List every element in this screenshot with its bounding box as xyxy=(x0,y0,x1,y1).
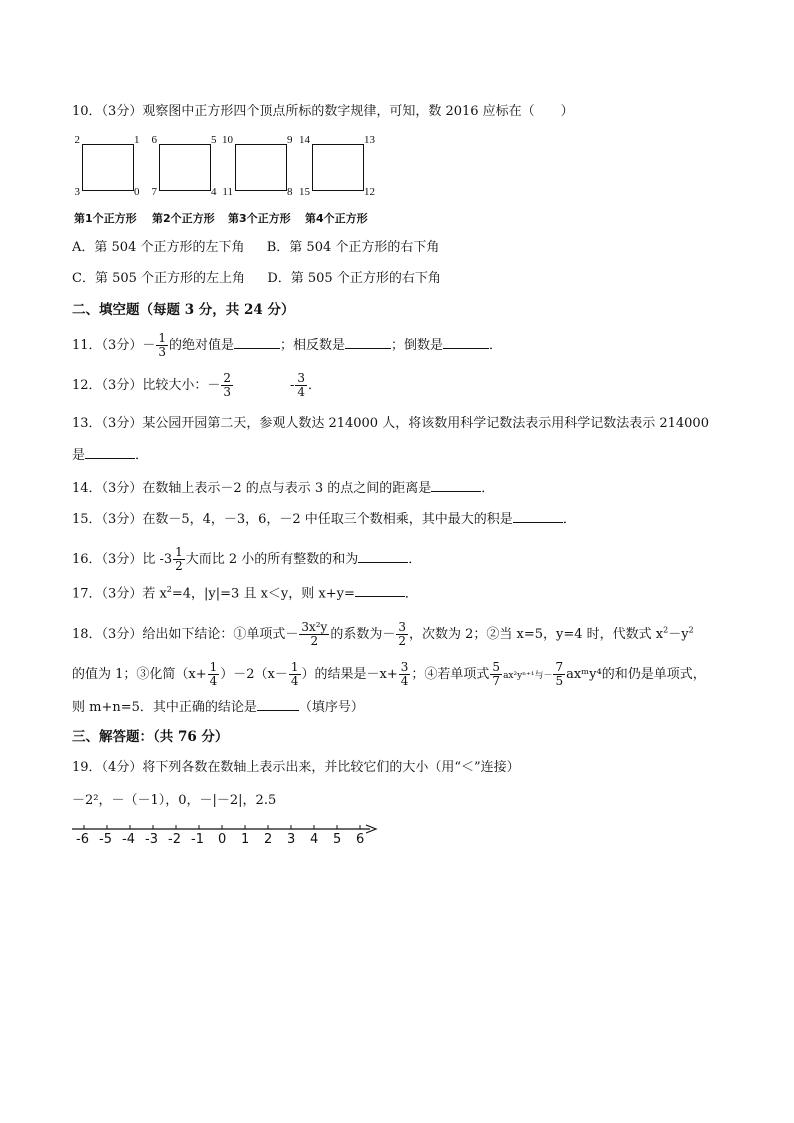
q17-sup: 2 xyxy=(166,585,172,594)
q17-mid: =4，|y|=3 且 x＜y，则 x+y= xyxy=(171,586,355,602)
section-3-title: 三、解答题：（共 76 分） xyxy=(72,729,229,745)
number-line-label: 0 xyxy=(218,832,227,847)
q18-frac1-num: 3x²y xyxy=(301,620,328,634)
q12-frac1-den: 3 xyxy=(223,385,231,399)
number-line-label: -4 xyxy=(122,832,135,847)
square-4-corner-tr: 13 xyxy=(364,134,375,146)
square-2-caption: 第2个正方形 xyxy=(152,212,215,225)
q16-frac-num: 1 xyxy=(175,545,183,559)
number-line-label: 1 xyxy=(241,832,250,847)
q12-frac2-den: 4 xyxy=(297,385,306,399)
square-1-corner-tr: 1 xyxy=(134,134,140,146)
q13-end: ． xyxy=(135,448,149,463)
q12-mid: - xyxy=(289,378,295,393)
q12-prefix: 12．（3分）比较大小：－ xyxy=(72,378,221,393)
q18-l2d: ；④若单项式 xyxy=(411,667,490,682)
q19-numbers: －2²，－（－1），0，－|－2|，2.5 xyxy=(72,793,277,808)
q14-text: 14．（3分）在数轴上表示－2 的点与表示 3 的点之间的距离是 xyxy=(72,481,432,496)
q11-neg: － xyxy=(142,338,156,353)
square-1-corner-br: 0 xyxy=(134,186,140,198)
number-line-label: 3 xyxy=(287,832,296,847)
q18-frac4-num: 1 xyxy=(290,660,299,674)
q19-stem: 19．（4分）将下列各数在数轴上表示出来，并比较它们的大小（用“＜”连接） xyxy=(72,760,520,775)
q18-t3: －y xyxy=(668,627,689,642)
q18-line3-text: 则 m+n=5．其中正确的结论是 xyxy=(72,700,257,715)
q10-option-a[interactable]: A．第 504 个正方形的左下角 xyxy=(72,240,245,255)
square-4-corner-br: 12 xyxy=(364,186,375,198)
number-line-label: -5 xyxy=(99,832,112,847)
square-3-corner-tr: 9 xyxy=(287,134,293,146)
q18-frac3-num: 1 xyxy=(209,660,218,674)
number-line-label: -2 xyxy=(168,832,181,847)
q11-frac-num: 1 xyxy=(158,331,166,345)
q18-frac1-den: 2 xyxy=(310,634,319,648)
square-3-corner-bl: 11 xyxy=(222,186,233,198)
q13-line1: 13．（3分）某公园开园第二天，参观人数达 214000 人，将该数用科学记数法表示用科学记数法表示 214000 xyxy=(72,416,709,431)
square-1-corner-bl: 3 xyxy=(74,186,80,198)
square-3-caption: 第3个正方形 xyxy=(228,212,291,225)
q18-frac2-num: 3 xyxy=(398,620,406,634)
q11-end: ． xyxy=(489,338,503,353)
square-3-corner-br: 8 xyxy=(287,186,293,198)
square-4-caption: 第4个正方形 xyxy=(305,212,368,225)
square-4-corner-tl: 14 xyxy=(299,134,310,146)
q16-prefix: 16．（3分）比 -3 xyxy=(72,552,173,567)
q18-frac6-den: 7 xyxy=(492,674,501,688)
section-2-title: 二、填空题（每题 3 分，共 24 分） xyxy=(72,302,295,318)
square-2-corner-br: 4 xyxy=(211,186,217,198)
q10-stem: 10．（3分）观察图中正方形四个顶点所标的数字规律，可知，数 2016 应标在（ ） xyxy=(72,104,574,119)
square-4-corner-bl: 15 xyxy=(299,186,310,198)
q17-end: ． xyxy=(404,586,418,602)
q12-frac2-num: 3 xyxy=(297,371,306,385)
q18-frac7-num: 7 xyxy=(555,660,564,674)
square-1-caption: 第1个正方形 xyxy=(74,212,137,225)
q10-option-d[interactable]: D．第 505 个正方形的右下角 xyxy=(267,271,441,286)
q18-line1: 18．（3分）给出如下结论：①单项式－ $\frac{\text{3x²y}}{2}$ 的系数为－ $\frac{3}{2}$ ，次数为 2；②当 x=5，y=4 时，代数式 $x^2-y^2$ xyxy=(72,620,694,648)
q12-end: ． xyxy=(308,378,322,393)
q11-t2: ；相反数是 xyxy=(280,338,346,353)
q18-l2f: axᵐy⁴的和仍是单项式， xyxy=(566,667,706,682)
q18-prefix: 18．（3分）给出如下结论：①单项式－ xyxy=(72,627,299,642)
q18-frac7-den: 5 xyxy=(555,674,564,688)
square-1-corner-tl: 2 xyxy=(74,134,80,146)
q17-prefix: 17．（3分）若 x xyxy=(72,586,167,602)
q12-frac1-num: 2 xyxy=(223,371,231,385)
q11-t3: ；倒数是 xyxy=(391,338,444,353)
number-line-label: 2 xyxy=(264,832,273,847)
number-line-label: -6 xyxy=(76,832,89,847)
q18-l2a: 的值为 1；③化简（x+ xyxy=(72,667,207,682)
square-3-corner-tl: 10 xyxy=(222,134,233,146)
square-2-corner-tl: 6 xyxy=(151,134,157,146)
q16-end: ． xyxy=(408,552,422,567)
q14-end: ． xyxy=(481,481,495,496)
number-line-label: -3 xyxy=(145,832,158,847)
square-2-corner-tr: 5 xyxy=(211,134,217,146)
q18-l2b: ）－2（x－ xyxy=(220,667,288,682)
q16-post: 大而比 2 小的所有整数的和为 xyxy=(185,552,359,567)
q18-l2c: ）的结果是－x+ xyxy=(301,667,398,682)
q15-end: ． xyxy=(562,512,576,527)
q11-frac-den: 3 xyxy=(158,345,166,359)
q18-frac5-den: 4 xyxy=(400,674,409,688)
q18-frac5-num: 3 xyxy=(400,660,409,674)
number-line-label: 6 xyxy=(356,832,365,847)
q11-prefix: 11．（3分） xyxy=(72,338,143,353)
q18-frac6-num: 5 xyxy=(492,660,501,674)
q10-option-b[interactable]: B．第 504 个正方形的右下角 xyxy=(266,240,440,255)
q18-t1: 的系数为－ xyxy=(330,627,396,642)
number-line-label: 5 xyxy=(333,832,342,847)
q18-frac4-den: 4 xyxy=(290,674,299,688)
number-line-label: 4 xyxy=(310,832,319,847)
q18-frac2-den: 2 xyxy=(398,634,406,648)
number-line-label: -1 xyxy=(191,832,204,847)
square-2-corner-bl: 7 xyxy=(151,186,157,198)
q16-frac-den: 2 xyxy=(175,559,183,573)
q10-option-c[interactable]: C．第 505 个正方形的左上角 xyxy=(72,271,246,286)
q13-line2-text: 是 xyxy=(72,448,86,463)
q18-frac3-den: 4 xyxy=(209,674,218,688)
q11-t1: 的绝对值是 xyxy=(168,338,234,353)
q18-l2e: ax²yⁿ⁺¹与－ xyxy=(503,671,553,681)
q15-text: 15．（3分）在数－5，4，－3，6，－2 中任取三个数相乘，其中最大的积是 xyxy=(72,512,513,527)
q18-t2: ，次数为 2；②当 x=5，y=4 时，代数式 x xyxy=(408,627,664,642)
q18-line3-end: （填序号） xyxy=(298,700,364,715)
